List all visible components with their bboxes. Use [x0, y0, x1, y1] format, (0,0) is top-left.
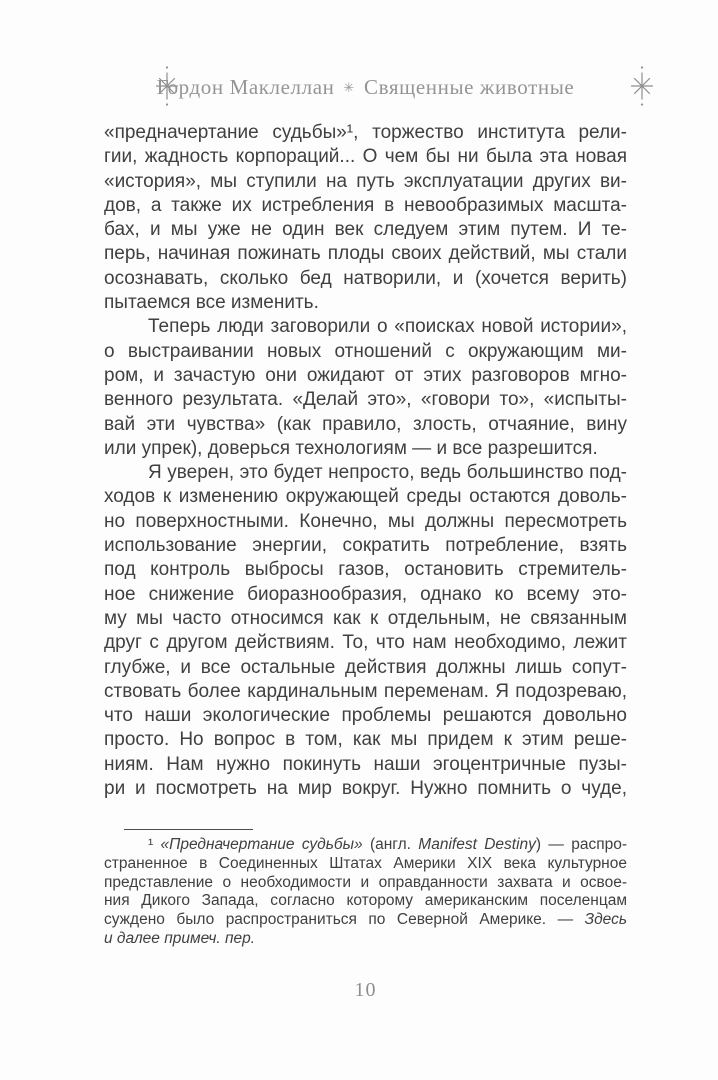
- footnote-line: [104, 874, 627, 893]
- body-line: что наши экологические проблемы решаются довольно: [104, 705, 627, 727]
- body-line: просто. Но вопрос в том, как мы придем к этим реше-: [104, 729, 627, 751]
- body-line: гии, жадность корпораций... О чем бы ни была эта новая: [104, 146, 627, 168]
- paragraph: [104, 315, 627, 461]
- footnote-plain-text: ния Дикого Запада, согласно которому американским поселенцам: [104, 892, 627, 910]
- paragraph: [104, 121, 627, 315]
- body-line: глубже, и все остальные действия должны лишь сопут-: [104, 656, 627, 678]
- body-line: осознавать, сколько бед натворили, и (хочется верить): [104, 267, 627, 289]
- footnote-italic-text: Здесь: [584, 911, 627, 929]
- body-line: Я уверен, это будет непросто, ведь большинство под-: [148, 462, 627, 484]
- body-line: ходов к изменению окружающей среды остаются доволь-: [104, 486, 627, 508]
- header-title: Священные животные: [363, 75, 575, 99]
- footnote-line: [104, 836, 627, 855]
- body-line: вай эти чувства» (как правило, злость, отчаяние, вину: [104, 413, 627, 435]
- footnote-plain-text: представление о необходимости и оправданности захвата и освое-: [104, 873, 627, 891]
- footnote-italic-text: и далее примеч. пер.: [104, 929, 256, 947]
- running-header: [104, 74, 627, 102]
- body-text: [104, 121, 627, 801]
- footnote-italic-text: «Предначертание судьбы»: [160, 836, 363, 853]
- body-line: под контроль выбросы газов, остановить стремитель-: [104, 559, 627, 581]
- footnote-plain-text: суждено было распространиться по Северной Америке. —: [104, 911, 585, 929]
- body-line: венного результата. «Делай это», «говори то», «испыты-: [104, 389, 627, 411]
- footnote-line: [104, 892, 627, 911]
- body-line: или упрек), доверься технологиям — и все разрешится.: [104, 437, 598, 459]
- body-line: использование энергии, сократить потребление, взять: [104, 535, 627, 557]
- body-line: но поверхностными. Конечно, мы должны пересмотреть: [104, 510, 627, 532]
- footnote-plain-text: (англ.: [362, 836, 419, 853]
- body-line: ниям. Нам нужно покинуть наши эгоцентричные пузы-: [104, 753, 627, 775]
- header-author: Гордон Маклеллан: [156, 75, 335, 99]
- body-line: друг с другом действиям. То, что нам необходимо, лежит: [104, 632, 627, 654]
- footnote-plain-text: ¹: [148, 836, 161, 853]
- body-line: ное снижение биоразнообразия, однако ко всему это-: [104, 583, 627, 605]
- body-line: ствовать более кардинальным переменам. Я подозреваю,: [104, 680, 627, 702]
- footnote-text: [104, 836, 627, 949]
- body-line: о выстраивании новых отношений с окружающим ми-: [104, 340, 627, 362]
- body-line: «предначертание судьбы»¹, торжество института рели-: [104, 122, 627, 143]
- footnote-italic-text: Manifest Destiny: [418, 836, 536, 853]
- footnote-line: [104, 930, 627, 949]
- paragraph: [104, 461, 627, 801]
- small-asterisk-icon: ✳: [343, 81, 355, 96]
- body-line: ром, и зачастую они ожидают от этих разговоров мгно-: [104, 364, 627, 386]
- body-line: пытаемся все изменить.: [104, 292, 319, 314]
- footnote-line: [104, 911, 627, 930]
- body-line: перь, начиная пожинать плоды своих действий, мы стали: [104, 243, 627, 265]
- body-line: му мы часто относимся как к отдельным, не связанным: [104, 607, 627, 629]
- body-line: дов, а также их истребления в невообразимых масшта-: [104, 194, 627, 216]
- body-line: Теперь люди заговорили о «поисках новой истории»,: [148, 316, 627, 338]
- body-line: бах, и мы уже не один век следуем этим путем. И те-: [104, 219, 627, 241]
- footnote-rule: [124, 829, 253, 830]
- body-line: ри и посмотреть на мир вокруг. Нужно помнить о чуде,: [104, 778, 627, 800]
- footnote-line: [104, 855, 627, 874]
- footnote-plain-text: ) — распро-: [535, 836, 628, 853]
- footnote-plain-text: страненное в Соединенных Штатах Америки XIX века культурное: [104, 854, 627, 872]
- body-line: «история», мы ступили на путь эксплуатации других ви-: [104, 170, 627, 192]
- page-number: 10: [354, 979, 377, 1001]
- star-ornament-icon: [629, 63, 655, 109]
